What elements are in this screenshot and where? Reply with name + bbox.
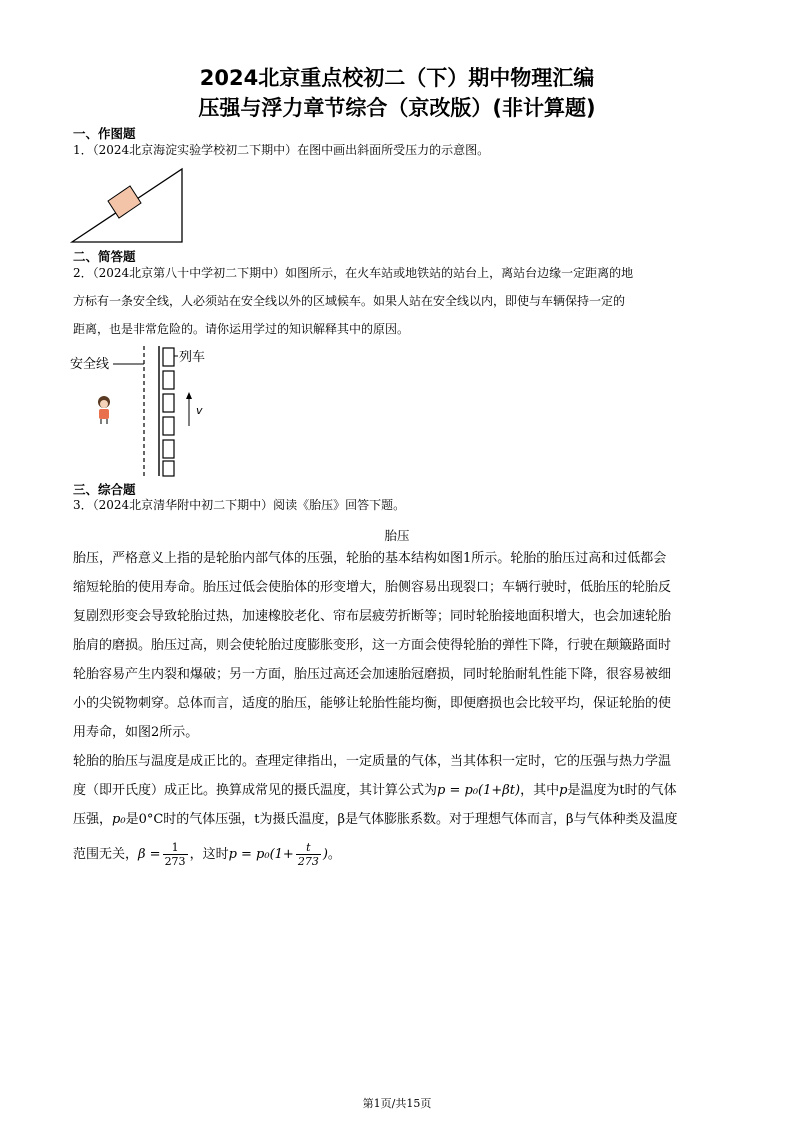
- person-icon: [98, 396, 110, 424]
- question-1-text: 1．（2024北京海淀实验学校初二下期中）在图中画出斜面所受压力的示意图。: [73, 143, 490, 157]
- page-title-line1: 2024北京重点校初二（下）期中物理汇编: [199, 66, 595, 90]
- formula-ideal: p = p₀(1+: [228, 847, 294, 862]
- question-2-line3: 距离，也是非常危险的。请你运用学过的知识解释其中的原因。: [73, 322, 410, 336]
- article-paragraph-1: [73, 544, 725, 747]
- text-line: 用寿命，如图2所示。: [73, 725, 199, 740]
- platform-figure: [70, 342, 240, 478]
- text-line: 度（即开氏度）成正比。换算成常见的摄氏温度，其计算公式为p = p₀(1+βt)，其中p是温度为t时的气体: [73, 783, 677, 798]
- question-2-line2: 方标有一条安全线，人必须站在安全线以外的区域候车。如果人站在安全线以内，即使与车辆保持一定的: [73, 294, 626, 308]
- velocity-label: v: [196, 404, 203, 417]
- text-line: 胎压，严格意义上指的是轮胎内部气体的压强，轮胎的基本结构如图1所示。轮胎的胎压过高和过低都会: [73, 551, 667, 566]
- train-car: [163, 394, 174, 412]
- safety-line-label: 安全线: [70, 357, 110, 372]
- fraction-t-over-273: $\frac{t}{273}$: [297, 841, 319, 868]
- question-3-intro: 3．（2024北京清华附中初二下期中）阅读《胎压》回答下题。: [73, 498, 406, 512]
- formula-beta: β =: [138, 847, 161, 862]
- train-car: [163, 371, 174, 389]
- text-line: 范围无关，β = $\frac{1}{273}$ ，这时p = p₀(1+ $\frac{t}{273}$ )。: [73, 841, 341, 868]
- train: [163, 348, 174, 476]
- text-line: 缩短轮胎的使用寿命。胎压过低会使胎体的形变增大，胎侧容易出现裂口；车辆行驶时，低胎压的轮胎反: [73, 580, 672, 595]
- incline-figure: [70, 165, 190, 245]
- train-car: [163, 461, 174, 476]
- velocity-arrow-head: [186, 392, 192, 399]
- text-line: 压强，p₀是0°C时的气体压强，t为摄氏温度，β是气体膨胀系数。对于理想气体而言，β与气体种类及温度: [73, 812, 678, 827]
- section-heading-drawing: 一、作图题: [73, 126, 136, 141]
- text-line: 小的尖锐物刺穿。总体而言，适度的胎压，能够让轮胎性能均衡，即便磨损也会比较平均，保证轮胎的使: [73, 696, 672, 711]
- article-heading: 胎压: [384, 528, 410, 543]
- article-paragraph-2: [73, 747, 725, 869]
- train-car: [163, 348, 174, 366]
- section-heading-comprehensive: 三、综合题: [73, 482, 136, 497]
- text-line: 轮胎容易产生内裂和爆破；另一方面，胎压过高还会加速胎冠磨损，同时轮胎耐轧性能下降，很容易被细: [73, 667, 672, 682]
- text-line: 胎肩的磨损。胎压过高，则会使轮胎过度膨胀变形，这一方面会使得轮胎的弹性下降，行驶在颠簸路面时: [73, 638, 672, 653]
- page-footer: 第1页/共15页: [362, 1097, 432, 1110]
- train-car: [163, 417, 174, 435]
- train-label: 列车: [179, 350, 206, 365]
- page-title-line2: 压强与浮力章节综合（京改版）(非计算题): [198, 96, 596, 120]
- fraction-1-over-273: $\frac{1}{273}$: [164, 841, 186, 868]
- section-heading-short-answer: 二、简答题: [73, 249, 136, 264]
- question-2-line1: 2．（2024北京第八十中学初二下期中）如图所示，在火车站或地铁站的站台上，离站台边缘一定距离的地: [73, 266, 634, 280]
- text-line: 复剧烈形变会导致轮胎过热，加速橡胶老化、帘布层疲劳折断等；同时轮胎接地面积增大，也会加速轮胎: [73, 609, 672, 624]
- formula-charles-law: p = p₀(1+βt): [437, 783, 521, 798]
- train-car: [163, 440, 174, 458]
- block-on-incline: [108, 186, 141, 218]
- text-line: 轮胎的胎压与温度是成正比的。查理定律指出，一定质量的气体，当其体积一定时，它的压强与热力学温: [73, 754, 672, 769]
